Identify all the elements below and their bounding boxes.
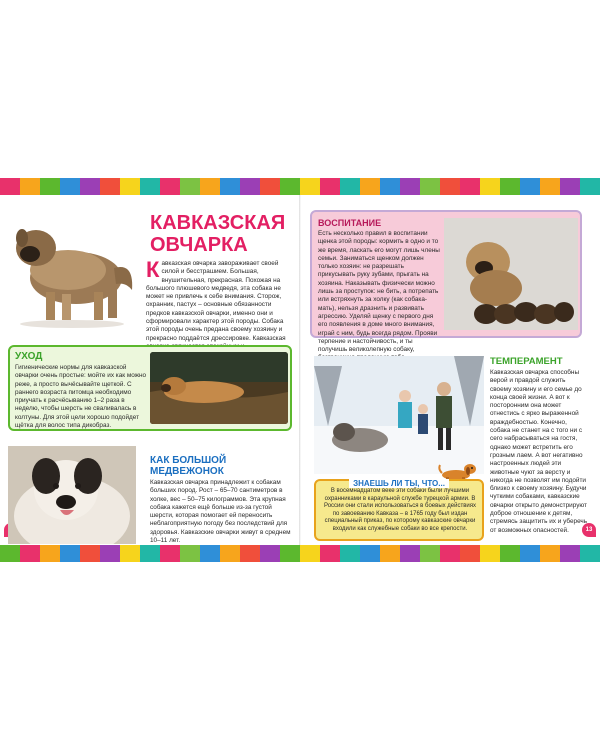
upbringing-text: Есть несколько правил в воспитании щенка этой породы: кормить в одно и то же время, ласкать его могут лишь члены семьи. Заниматься щенком должен только хозяин: не разрешать прикусывать руку зубами, прыгать на хозяина. Наказывать физически можно лишь за проступок: не бить, а потрепать или встряхнуть за холку (как собака-мать), нельзя дразнить и развивать агрессию. Уделяй щенку с первого дня его появления в доме много внимания, играй с ним, будь всегда рядом. Прояви терпение и настойчивость, и ты получишь великолепную собаку,	[318, 230, 440, 354]
did-you-know-text: В восемнадцатом веке эти собаки были лучшими охранниками в караульной службе турецкой армии. В России они стали использоваться в боевых действиях по завоеванию Кавказа – в 1765 году был издан специальный приказ, по которому кавказские овчарки входили как служебные собаки во все крепости.	[323, 488, 477, 532]
bottom-puzzle-border	[0, 545, 600, 562]
title-line-1: КАВКАЗСКАЯ	[150, 212, 286, 234]
did-you-know-box	[314, 479, 484, 541]
temperament-text: Кавказская овчарка способны верой и правдой служить своему хозяину и его семье до конца своей жизни. А вот к посторонним она может отнестись с ярко выраженной враждебностью. Конечно, собака не станет на с того ни с сего набрасываться на гостя, однако может встретить его грозным лаем. А вот негативно настроенных людей эти животные чуют за версту и никогда не позволят им подойти близко к своему хозяину. Будучи чуткими собаками, кавказские овчарки открыто демонстрируют доброе отношение к детям, стремясь защитить их и уберечь от возможных опасностей.	[490, 369, 588, 534]
family-in-snow-photo	[314, 356, 484, 474]
care-text: Гигиенические нормы для кавказской овчарки очень простые: мойте их как можно реже, а просто вычёсывайте щеткой. С раннего возраста питомца необходимо приучать к расчёсыванию 1–2 раза в неделю, чтобы шерсть не сваливалась в колтуны. Для этой цели хорошо подойдет щётка для волос типа дикобраз.	[15, 364, 147, 430]
standing-dog-photo	[8, 212, 136, 332]
dog-portrait-photo	[8, 446, 136, 544]
right-page-number: 13	[585, 527, 593, 533]
intro-text: авказская овчарка завораживает своей силой и бесстрашием. Большая, внушительная, прекрасная. Похожая на большого плюшевого медведя, эта собака не может не привлечь к себе внимания. Сторож, охранник, пастух – основные обязанности предков кавказской овчарки, именно они и сформировали характер этой породы. Собака этой породы очень предана своему хозяину и прекрасно поддаётся дрессировке. Кавказская	[146, 260, 286, 342]
care-box	[8, 345, 292, 431]
care-heading: УХОД	[15, 351, 43, 362]
page-gutter	[299, 195, 301, 545]
intro-dropcap: К	[146, 257, 160, 282]
title-line-2: ОВЧАРКА	[150, 234, 248, 256]
swimming-dog-photo	[150, 352, 288, 424]
upbringing-box	[310, 210, 582, 354]
bear-heading	[150, 455, 290, 477]
bear-heading-line-2: МЕДВЕЖОНОК	[150, 466, 224, 477]
bear-heading-line-1: КАК БОЛЬШОЙ	[150, 455, 227, 466]
book-spread	[0, 178, 600, 562]
did-you-know-heading: ЗНАЕШЬ ЛИ ТЫ, ЧТО...	[349, 479, 449, 488]
upbringing-heading: ВОСПИТАНИЕ	[318, 218, 382, 228]
page-title	[150, 212, 290, 256]
bear-text: Кавказская овчарка принадлежит к собакам больших пород. Рост – 65–70 сантиметров в холке, вес – 50–75 килограммов. Эта крупная собака кажется ещё больше из-за густой шерсти, которая помогает ей переносить неблагоприятную погоду без последствий для здоровья. Кавказские овчарки живут в среднем 10–11 лет.	[150, 479, 291, 545]
temperament-heading: ТЕМПЕРАМЕНТ	[490, 356, 563, 367]
top-puzzle-border	[0, 178, 600, 195]
dog-with-puppies-photo	[444, 218, 578, 330]
